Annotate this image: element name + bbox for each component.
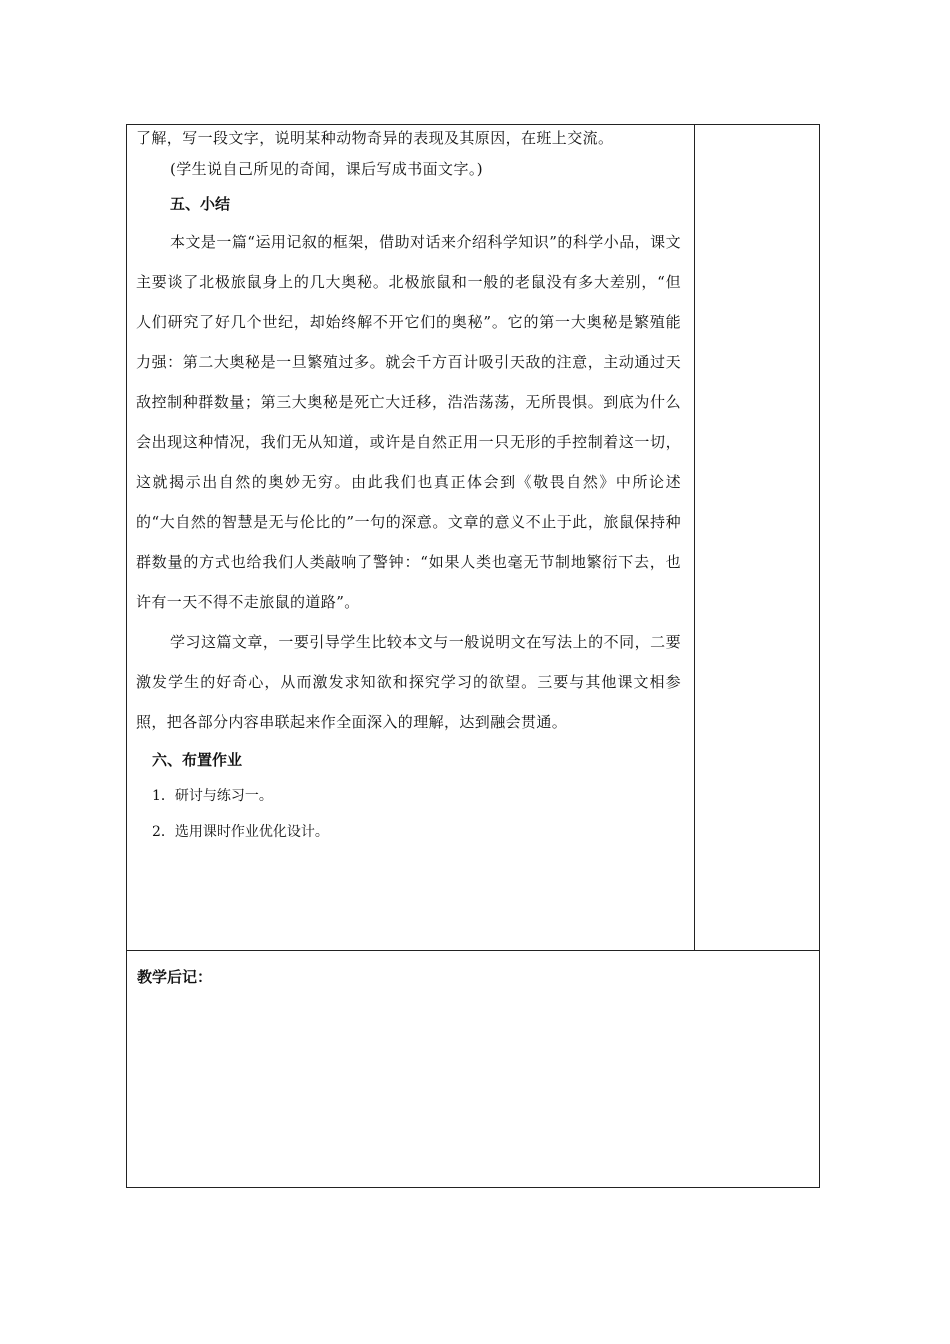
- summary-paragraph-2: 学习这篇文章，一要引导学生比较本文与一般说明文在写法上的不同，二要激发学生的好奇心，从而激发求知欲和探究学习的欲望。三要与其他课文相参照，把各部分内容串联起来作全面深入的理解，达到融会贯通。: [136, 633, 681, 731]
- summary-paragraph-1: 本文是一篇“运用记叙的框架，借助对话来介绍科学知识”的科学小品，课文主要谈了北极旅鼠身上的几大奥秘。北极旅鼠和一般的老鼠没有多大差别，“但人们研究了好几个世纪，却始终解不开它们的奥秘”。它的第一大奥秘是繁殖能力强：第二大奥秘是一旦繁殖过多。就会千方百计吸引天敌的注意，主动通过天敌控制种群数量；第三大奥秘是死亡大迁移，浩浩荡荡，无所畏惧。到底为什么会出现这种情况，我们无从知道，或许是自然正用一只无形的手控制着这一切，这就揭示出自然的奥妙无穷。由此我们也真正体会到《敬畏自然》中所论述的“大自然的智慧是无与伦比的”一句的深意。文章的意义不止于此，旅鼠保持种群数量的方式也给我们人类敲响了警钟：“如果人类也毫无节制地繁衍下去，也许有一天不得不走旅鼠的道路”。: [136, 233, 682, 611]
- afterword-label: 教学后记：: [137, 968, 213, 986]
- lesson-content: [136, 124, 681, 850]
- note-line: (学生说自己所见的奇闻，课后写成书面文字。): [170, 160, 484, 178]
- column-divider: [694, 124, 695, 951]
- row-divider: [126, 950, 820, 951]
- homework-item-1: 1．研讨与练习一。: [152, 788, 273, 804]
- intro-line: 了解，写一段文字，说明某种动物奇异的表现及其原因，在班上交流。: [136, 129, 614, 147]
- homework-item-2: 2．选用课时作业优化设计。: [152, 824, 329, 840]
- section-five-title: 五、小结: [170, 195, 231, 213]
- section-six-title: 六、布置作业: [152, 751, 243, 769]
